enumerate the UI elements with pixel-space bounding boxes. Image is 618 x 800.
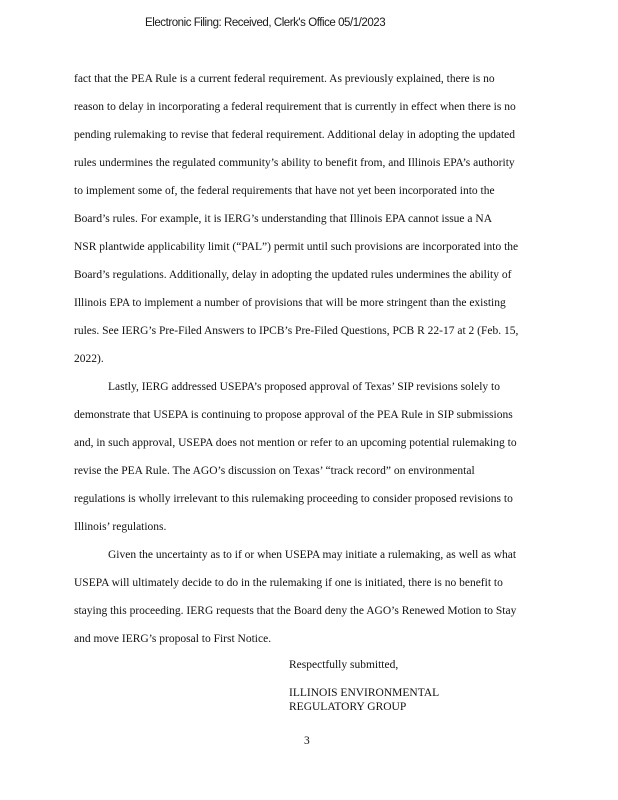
body-line: USEPA will ultimately decide to do in the rulemaking if one is initiated, there is no benefit to [74, 577, 503, 589]
signature-org-line-1: ILLINOIS ENVIRONMENTAL [289, 687, 440, 699]
body-line: Board’s rules. For example, it is IERG’s understanding that Illinois EPA cannot issue a NA [74, 213, 493, 225]
body-line: reason to delay in incorporating a federal requirement that is currently in effect when there is no [74, 101, 516, 113]
body-line: Given the uncertainty as to if or when USEPA may initiate a rulemaking, as well as what [108, 549, 517, 561]
filing-stamp: Electronic Filing: Received, Clerk's Office 05/1/2023 [145, 17, 386, 29]
body-line: regulations is wholly irrelevant to this rulemaking proceeding to consider proposed revisions to [74, 493, 513, 505]
body-line: rules undermines the regulated community’s ability to benefit from, and Illinois EPA’s authority [74, 157, 515, 169]
body-line: Illinois EPA to implement a number of provisions that will be more stringent than the existing [74, 297, 506, 309]
body-line: staying this proceeding. IERG requests that the Board deny the AGO’s Renewed Motion to Stay [74, 605, 517, 617]
body-line: pending rulemaking to revise that federal requirement. Additional delay in adopting the updated [74, 129, 516, 141]
body-line: revise the PEA Rule. The AGO’s discussion on Texas’ “track record” on environmental [74, 465, 475, 477]
body-line: NSR plantwide applicability limit (“PAL”) permit until such provisions are incorporated into the [74, 241, 519, 253]
body-line: demonstrate that USEPA is continuing to propose approval of the PEA Rule in SIP submissions [74, 409, 513, 421]
body-line: Illinois’ regulations. [74, 521, 167, 533]
signature-org-line-2: REGULATORY GROUP [289, 701, 407, 713]
body-line: Board’s regulations. Additionally, delay in adopting the updated rules undermines the ability of [74, 269, 512, 281]
body-line: Lastly, IERG addressed USEPA’s proposed approval of Texas’ SIP revisions solely to [108, 381, 500, 393]
page-number: 3 [304, 735, 310, 747]
body-line: and move IERG’s proposal to First Notice. [74, 633, 272, 645]
signature-closing: Respectfully submitted, [289, 659, 399, 671]
body-line: to implement some of, the federal requirements that have not yet been incorporated into the [74, 185, 495, 197]
body-line: and, in such approval, USEPA does not mention or refer to an upcoming potential rulemaking to [74, 437, 517, 449]
body-line: fact that the PEA Rule is a current federal requirement. As previously explained, there is no [74, 73, 495, 85]
body-line: 2022). [74, 353, 104, 365]
body-line: rules. See IERG’s Pre-Filed Answers to IPCB’s Pre-Filed Questions, PCB R 22-17 at 2 (Feb. 15, [74, 325, 519, 337]
